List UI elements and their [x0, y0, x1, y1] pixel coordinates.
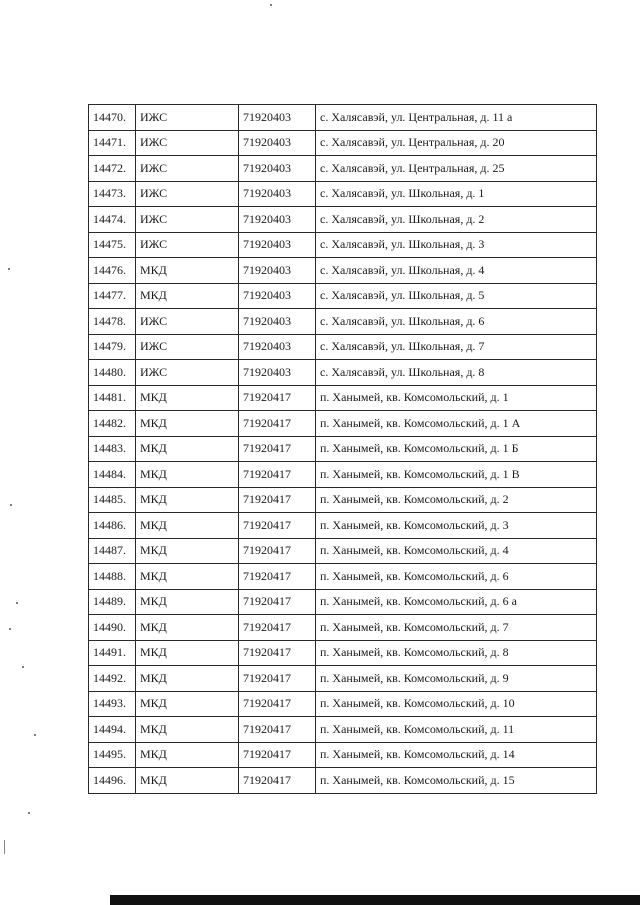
building-type-cell: МКД: [136, 411, 239, 437]
row-number-cell: 14486.: [89, 513, 136, 539]
table-row: [89, 411, 597, 437]
address-cell: п. Ханымей, кв. Комсомольский, д. 10: [316, 691, 597, 717]
scan-speck: [9, 628, 11, 630]
building-type-cell: МКД: [136, 589, 239, 615]
building-type-cell: ИЖС: [136, 105, 239, 131]
oktmo-code-cell: 71920417: [239, 564, 316, 590]
building-type-cell: ИЖС: [136, 181, 239, 207]
oktmo-code-cell: 71920417: [239, 487, 316, 513]
table-row: [89, 513, 597, 539]
table-row: [89, 436, 597, 462]
address-cell: с. Халясавэй, ул. Школьная, д. 4: [316, 258, 597, 284]
oktmo-code-cell: 71920403: [239, 258, 316, 284]
address-cell: п. Ханымей, кв. Комсомольский, д. 3: [316, 513, 597, 539]
building-type-cell: МКД: [136, 691, 239, 717]
row-number-cell: 14490.: [89, 615, 136, 641]
building-type-cell: МКД: [136, 462, 239, 488]
table-row: [89, 360, 597, 386]
scan-speck: [34, 734, 36, 736]
row-number-cell: 14488.: [89, 564, 136, 590]
oktmo-code-cell: 71920403: [239, 181, 316, 207]
row-number-cell: 14483.: [89, 436, 136, 462]
oktmo-code-cell: 71920417: [239, 666, 316, 692]
row-number-cell: 14470.: [89, 105, 136, 131]
address-cell: п. Ханымей, кв. Комсомольский, д. 1: [316, 385, 597, 411]
table-row: [89, 283, 597, 309]
address-cell: п. Ханымей, кв. Комсомольский, д. 2: [316, 487, 597, 513]
table-row: [89, 105, 597, 131]
oktmo-code-cell: 71920417: [239, 513, 316, 539]
address-cell: п. Ханымей, кв. Комсомольский, д. 14: [316, 742, 597, 768]
table-row: [89, 258, 597, 284]
building-type-cell: МКД: [136, 640, 239, 666]
table-row: [89, 615, 597, 641]
building-type-cell: МКД: [136, 538, 239, 564]
building-type-cell: МКД: [136, 768, 239, 794]
oktmo-code-cell: 71920417: [239, 538, 316, 564]
row-number-cell: 14479.: [89, 334, 136, 360]
row-number-cell: 14478.: [89, 309, 136, 335]
table-row: [89, 156, 597, 182]
address-cell: п. Ханымей, кв. Комсомольский, д. 7: [316, 615, 597, 641]
address-cell: с. Халясавэй, ул. Школьная, д. 8: [316, 360, 597, 386]
building-type-cell: ИЖС: [136, 207, 239, 233]
scan-speck: [28, 812, 30, 814]
address-cell: с. Халясавэй, ул. Школьная, д. 7: [316, 334, 597, 360]
table-row: [89, 309, 597, 335]
address-cell: с. Халясавэй, ул. Центральная, д. 11 а: [316, 105, 597, 131]
oktmo-code-cell: 71920417: [239, 640, 316, 666]
building-type-cell: МКД: [136, 258, 239, 284]
oktmo-code-cell: 71920417: [239, 742, 316, 768]
row-number-cell: 14481.: [89, 385, 136, 411]
building-type-cell: МКД: [136, 283, 239, 309]
row-number-cell: 14476.: [89, 258, 136, 284]
address-cell: п. Ханымей, кв. Комсомольский, д. 1 Б: [316, 436, 597, 462]
address-cell: п. Ханымей, кв. Комсомольский, д. 1 А: [316, 411, 597, 437]
scan-speck: [16, 602, 18, 604]
table-row: [89, 232, 597, 258]
oktmo-code-cell: 71920403: [239, 309, 316, 335]
scan-bottom-shadow: [110, 895, 640, 905]
building-type-cell: ИЖС: [136, 130, 239, 156]
table-row: [89, 666, 597, 692]
row-number-cell: 14471.: [89, 130, 136, 156]
table-row: [89, 487, 597, 513]
building-type-cell: МКД: [136, 436, 239, 462]
address-cell: с. Халясавэй, ул. Школьная, д. 5: [316, 283, 597, 309]
address-cell: с. Халясавэй, ул. Школьная, д. 2: [316, 207, 597, 233]
address-cell: с. Халясавэй, ул. Центральная, д. 25: [316, 156, 597, 182]
table-row: [89, 589, 597, 615]
scan-speck: [270, 4, 272, 6]
building-type-cell: МКД: [136, 742, 239, 768]
oktmo-code-cell: 71920417: [239, 717, 316, 743]
address-cell: с. Халясавэй, ул. Школьная, д. 6: [316, 309, 597, 335]
building-type-cell: МКД: [136, 487, 239, 513]
oktmo-code-cell: 71920417: [239, 436, 316, 462]
building-type-cell: МКД: [136, 666, 239, 692]
row-number-cell: 14489.: [89, 589, 136, 615]
row-number-cell: 14487.: [89, 538, 136, 564]
address-cell: п. Ханымей, кв. Комсомольский, д. 11: [316, 717, 597, 743]
oktmo-code-cell: 71920403: [239, 207, 316, 233]
building-type-cell: МКД: [136, 564, 239, 590]
table-row: [89, 691, 597, 717]
scan-edge-mark: [4, 840, 5, 854]
oktmo-code-cell: 71920417: [239, 768, 316, 794]
table-row: [89, 538, 597, 564]
row-number-cell: 14493.: [89, 691, 136, 717]
table-row: [89, 334, 597, 360]
oktmo-code-cell: 71920403: [239, 232, 316, 258]
table-row: [89, 768, 597, 794]
scan-speck: [8, 268, 10, 270]
row-number-cell: 14491.: [89, 640, 136, 666]
table-row: [89, 640, 597, 666]
oktmo-code-cell: 71920403: [239, 334, 316, 360]
building-type-cell: ИЖС: [136, 334, 239, 360]
building-type-cell: МКД: [136, 615, 239, 641]
row-number-cell: 14496.: [89, 768, 136, 794]
oktmo-code-cell: 71920417: [239, 589, 316, 615]
address-cell: с. Халясавэй, ул. Школьная, д. 3: [316, 232, 597, 258]
oktmo-code-cell: 71920417: [239, 462, 316, 488]
row-number-cell: 14475.: [89, 232, 136, 258]
oktmo-code-cell: 71920417: [239, 411, 316, 437]
scan-speck: [22, 666, 24, 668]
row-number-cell: 14495.: [89, 742, 136, 768]
table-row: [89, 462, 597, 488]
row-number-cell: 14480.: [89, 360, 136, 386]
table-row: [89, 207, 597, 233]
oktmo-code-cell: 71920417: [239, 615, 316, 641]
row-number-cell: 14474.: [89, 207, 136, 233]
oktmo-code-cell: 71920417: [239, 385, 316, 411]
address-registry-table: [88, 104, 597, 794]
address-cell: п. Ханымей, кв. Комсомольский, д. 9: [316, 666, 597, 692]
address-cell: с. Халясавэй, ул. Школьная, д. 1: [316, 181, 597, 207]
building-type-cell: МКД: [136, 717, 239, 743]
address-cell: п. Ханымей, кв. Комсомольский, д. 6 а: [316, 589, 597, 615]
address-cell: п. Ханымей, кв. Комсомольский, д. 15: [316, 768, 597, 794]
oktmo-code-cell: 71920403: [239, 130, 316, 156]
table-row: [89, 385, 597, 411]
row-number-cell: 14492.: [89, 666, 136, 692]
row-number-cell: 14473.: [89, 181, 136, 207]
table-row: [89, 742, 597, 768]
oktmo-code-cell: 71920403: [239, 360, 316, 386]
table-row: [89, 717, 597, 743]
table-row: [89, 564, 597, 590]
oktmo-code-cell: 71920403: [239, 283, 316, 309]
registry-body: [89, 105, 597, 794]
address-cell: с. Халясавэй, ул. Центральная, д. 20: [316, 130, 597, 156]
row-number-cell: 14482.: [89, 411, 136, 437]
building-type-cell: ИЖС: [136, 360, 239, 386]
oktmo-code-cell: 71920417: [239, 691, 316, 717]
table-row: [89, 130, 597, 156]
table-row: [89, 181, 597, 207]
address-cell: п. Ханымей, кв. Комсомольский, д. 1 В: [316, 462, 597, 488]
building-type-cell: МКД: [136, 513, 239, 539]
building-type-cell: ИЖС: [136, 156, 239, 182]
address-cell: п. Ханымей, кв. Комсомольский, д. 6: [316, 564, 597, 590]
row-number-cell: 14484.: [89, 462, 136, 488]
address-cell: п. Ханымей, кв. Комсомольский, д. 4: [316, 538, 597, 564]
row-number-cell: 14477.: [89, 283, 136, 309]
row-number-cell: 14485.: [89, 487, 136, 513]
row-number-cell: 14472.: [89, 156, 136, 182]
address-cell: п. Ханымей, кв. Комсомольский, д. 8: [316, 640, 597, 666]
building-type-cell: МКД: [136, 385, 239, 411]
oktmo-code-cell: 71920403: [239, 156, 316, 182]
scan-speck: [10, 504, 12, 506]
row-number-cell: 14494.: [89, 717, 136, 743]
building-type-cell: ИЖС: [136, 232, 239, 258]
building-type-cell: ИЖС: [136, 309, 239, 335]
oktmo-code-cell: 71920403: [239, 105, 316, 131]
